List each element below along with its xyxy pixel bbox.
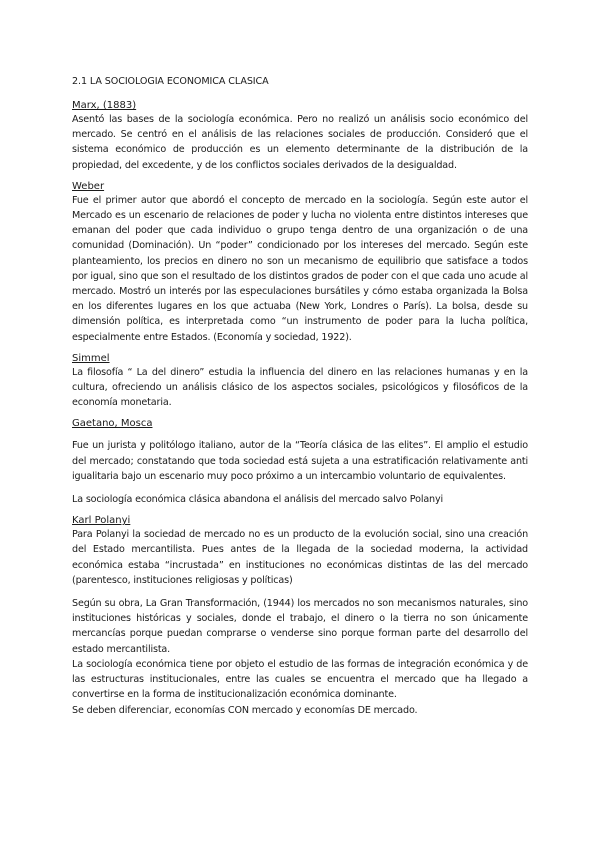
paragraph-marx: Asentó las bases de la sociología económica. Pero no realizó un análisis socio económico del mercado. Se centró en el análisis de las relaciones sociales de producción. Consideró que el sistema económico de producción es un elemento determinante de la distribución de la propiedad, del excedente, y de los conflictos sociales derivados de la desigualdad. <box>72 114 528 171</box>
paragraph-polanyi-1: Para Polanyi la sociedad de mercado no es un producto de la evolución social, sino una creación del Estado mercantilista. Pues antes de la llegada de la sociedad moderna, la actividad económica estaba “incrustada” en instituciones no económicas distintas de las del mercado (parentesco, instituciones religiosas y políticas) <box>72 529 528 586</box>
section-heading-weber: Weber <box>72 180 105 192</box>
paragraph-simmel: La filosofía “ La del dinero” estudia la influencia del dinero en las relaciones humanas y en la cultura, ofreciendo un análisis clásico de los aspectos sociales, psicológicos y filosóficos de la economía monetaria. <box>72 366 528 409</box>
section-mosca <box>72 417 528 507</box>
section-heading-marx: Marx, (1883) <box>72 100 137 111</box>
section-heading-polanyi: Karl Polanyi <box>72 515 131 527</box>
section-marx <box>72 99 528 173</box>
paragraph-mosca: Fue un jurista y politólogo italiano, autor de la “Teoría clásica de las elites”. El amplio el estudio del mercado; constatando que toda sociedad está sujeta a una estratificación relativamente anti igualitaria bajo un escenario muy poco próximo a un intercambio voluntario de equivalentes. <box>72 440 528 482</box>
section-simmel <box>72 352 528 411</box>
page-title: 2.1 LA SOCIOLOGIA ECONOMICA CLASICA <box>72 76 269 87</box>
paragraph-clasica-abandona: La sociología económica clásica abandona el análisis del mercado salvo Polanyi <box>72 494 444 506</box>
paragraph-polanyi-3: La sociología económica tiene por objeto el estudio de las formas de integración económica y de las estructuras institucionales, entre las cuales se encuentra el mercado que ha llegado a convertirse en la forma de institucionalización económica dominante. <box>72 658 528 701</box>
section-weber <box>72 180 528 345</box>
section-polanyi <box>72 514 528 717</box>
paragraph-weber: Fue el primer autor que abordó el concepto de mercado en la sociología. Según este autor el Mercado es un escenario de relaciones de poder y lucha no violenta entre distintos intereses que emanan del poder que cada individuo o grupo tenga dentro de una organización o de una comunidad (Dominación). Un “poder” condicionado por los intereses del mercado. Según este planteamiento, los precios en dinero no son un mecanismo de equilibrio que satisface a todos por igual, sino que son el resultado de los distintos grados de poder con el que cada uno acude al mercado. Mostró un interés por las especulaciones bursátiles y cómo estaba organizada la Bolsa en los diferentes lugares en los que actuaba (New York, Londres o París). La bolsa, desde su dimensión política, es interpretada como “un instrumento de poder para la lucha política, especialmente entre Estados. (Economía y sociedad, 1922). <box>72 194 528 343</box>
paragraph-polanyi-4: Se deben diferenciar, economías CON mercado y economías DE mercado. <box>72 704 418 716</box>
paragraph-polanyi-2: Según su obra, La Gran Transformación, (1944) los mercados no son mecanismos naturales, sino instituciones históricas y sociales, donde el trabajo, el dinero o la tierra no son únicamente mercancías porque puedan comprarse o venderse sino porque forman parte del desarrollo del estado mercantilista. <box>72 598 528 655</box>
section-heading-mosca: Gaetano, Mosca <box>72 418 153 430</box>
section-heading-simmel: Simmel <box>72 352 110 364</box>
